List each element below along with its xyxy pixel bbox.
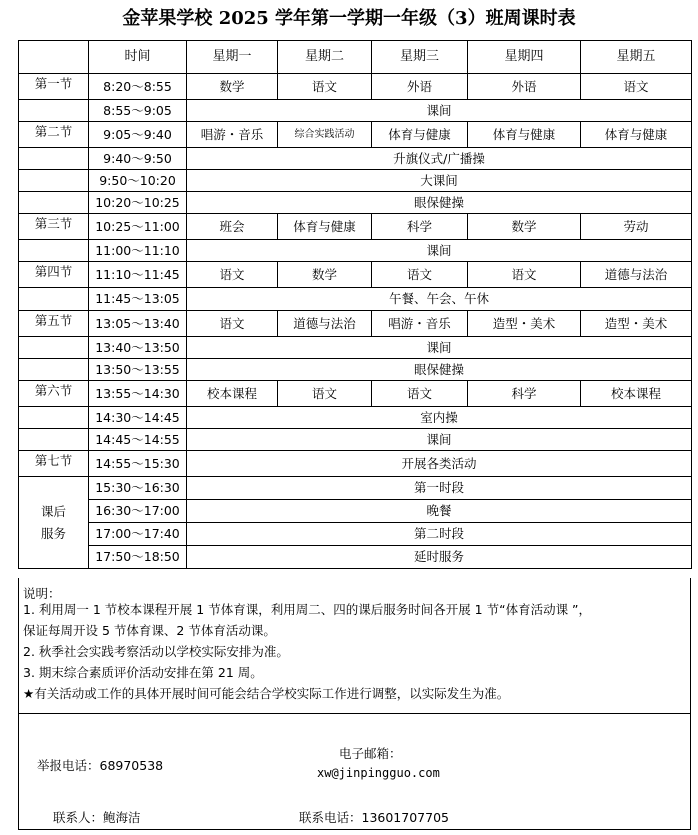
table-row <box>19 240 692 262</box>
period-label: 第七节 <box>19 451 89 477</box>
subject-cell: 道德与法治 <box>278 311 372 337</box>
period-blank <box>19 100 89 122</box>
table-row <box>19 337 692 359</box>
time-cell: 14:30～14:45 <box>89 407 187 429</box>
header-time: 时间 <box>89 41 187 74</box>
subject-cell: 语文 <box>372 262 468 288</box>
period-label: 第二节 <box>19 122 89 148</box>
table-row <box>19 451 692 477</box>
period-blank <box>19 240 89 262</box>
time-cell: 13:55～14:30 <box>89 381 187 407</box>
period-label: 第一节 <box>19 74 89 100</box>
table-row <box>19 170 692 192</box>
table-row <box>19 74 692 100</box>
time-cell: 13:40～13:50 <box>89 337 187 359</box>
subject-cell: 科学 <box>372 214 468 240</box>
subject-cell: 数学 <box>468 214 581 240</box>
subject-cell: 数学 <box>278 262 372 288</box>
subject-cell: 综合实践活动 <box>278 122 372 148</box>
table-row <box>19 122 692 148</box>
note-line: 保证每周开设 5 节体育课、2 节体育活动课。 <box>23 623 276 638</box>
subject-cell: 外语 <box>468 74 581 100</box>
email-label: 电子邮箱： <box>339 746 402 761</box>
after-school-label <box>19 477 89 569</box>
subject-cell: 语文 <box>372 381 468 407</box>
notes-section <box>18 578 691 830</box>
period-label: 第三节 <box>19 214 89 240</box>
time-cell: 16:30～17:00 <box>89 500 187 523</box>
contact-person: 联系人：鲍海洁 <box>53 810 141 825</box>
time-cell: 13:50～13:55 <box>89 359 187 381</box>
time-cell: 9:50～10:20 <box>89 170 187 192</box>
time-cell: 10:25～11:00 <box>89 214 187 240</box>
time-cell: 17:50～18:50 <box>89 546 187 569</box>
time-cell: 14:55～15:30 <box>89 451 187 477</box>
period-blank <box>19 359 89 381</box>
table-row <box>19 407 692 429</box>
subject-cell: 班会 <box>187 214 278 240</box>
contact-phone: 联系电话：13601707705 <box>299 810 449 825</box>
activity-cell: 第一时段 <box>187 477 692 500</box>
table-row <box>19 429 692 451</box>
break-cell: 室内操 <box>187 407 692 429</box>
subject-cell: 校本课程 <box>581 381 692 407</box>
period-blank <box>19 429 89 451</box>
activity-cell: 开展各类活动 <box>187 451 692 477</box>
table-row <box>19 500 692 523</box>
table-row <box>19 381 692 407</box>
email-address: xw@jinpingguo.com <box>317 766 440 780</box>
subject-cell: 劳动 <box>581 214 692 240</box>
header-corner <box>19 41 89 74</box>
time-cell: 9:40～9:50 <box>89 148 187 170</box>
table-row <box>19 214 692 240</box>
subject-cell: 体育与健康 <box>581 122 692 148</box>
table-row <box>19 288 692 311</box>
table-row <box>19 359 692 381</box>
break-cell: 眼保健操 <box>187 192 692 214</box>
break-cell: 课间 <box>187 100 692 122</box>
time-cell: 11:45～13:05 <box>89 288 187 311</box>
subject-cell: 数学 <box>187 74 278 100</box>
time-cell: 15:30～16:30 <box>89 477 187 500</box>
break-cell: 课间 <box>187 337 692 359</box>
subject-cell: 造型・美术 <box>468 311 581 337</box>
subject-cell: 道德与法治 <box>581 262 692 288</box>
time-cell: 14:45～14:55 <box>89 429 187 451</box>
after-school-label-line1: 课后 <box>40 503 66 519</box>
header-day: 星期二 <box>278 41 372 74</box>
time-cell: 8:20～8:55 <box>89 74 187 100</box>
subject-cell: 体育与健康 <box>278 214 372 240</box>
subject-cell: 体育与健康 <box>468 122 581 148</box>
period-blank <box>19 170 89 192</box>
break-cell: 午餐、午会、午休 <box>187 288 692 311</box>
activity-cell: 晚餐 <box>187 500 692 523</box>
report-phone: 举报电话：68970538 <box>37 758 164 773</box>
break-cell: 课间 <box>187 429 692 451</box>
table-row <box>19 546 692 569</box>
break-cell: 眼保健操 <box>187 359 692 381</box>
period-blank <box>19 407 89 429</box>
time-cell: 8:55～9:05 <box>89 100 187 122</box>
notes-title: 说明： <box>23 586 61 601</box>
header-day: 星期四 <box>468 41 581 74</box>
subject-cell: 造型・美术 <box>581 311 692 337</box>
period-label: 第四节 <box>19 262 89 288</box>
time-cell: 17:00～17:40 <box>89 523 187 546</box>
note-line: 2. 秋季社会实践考察活动以学校实际安排为准。 <box>23 644 289 659</box>
period-blank <box>19 148 89 170</box>
period-blank <box>19 288 89 311</box>
subject-cell: 语文 <box>581 74 692 100</box>
break-cell: 升旗仪式/广播操 <box>187 148 692 170</box>
table-row <box>19 148 692 170</box>
subject-cell: 体育与健康 <box>372 122 468 148</box>
header-day: 星期三 <box>372 41 468 74</box>
time-cell: 11:00～11:10 <box>89 240 187 262</box>
table-row <box>19 192 692 214</box>
subject-cell: 外语 <box>372 74 468 100</box>
time-cell: 10:20～10:25 <box>89 192 187 214</box>
period-blank <box>19 337 89 359</box>
header-day: 星期一 <box>187 41 278 74</box>
subject-cell: 语文 <box>187 311 278 337</box>
activity-cell: 延时服务 <box>187 546 692 569</box>
time-cell: 9:05～9:40 <box>89 122 187 148</box>
table-row <box>19 477 692 500</box>
table-row <box>19 262 692 288</box>
period-blank <box>19 192 89 214</box>
section-divider <box>19 713 690 714</box>
after-school-label-line2: 服务 <box>40 525 66 541</box>
time-cell: 11:10～11:45 <box>89 262 187 288</box>
table-row <box>19 100 692 122</box>
period-label: 第六节 <box>19 381 89 407</box>
subject-cell: 校本课程 <box>187 381 278 407</box>
page-title: 金苹果学校 2025 学年第一学期一年级（3）班周课时表 <box>122 8 576 29</box>
table-row <box>19 523 692 546</box>
header-row <box>19 41 692 74</box>
schedule-table <box>18 40 692 569</box>
subject-cell: 唱游・音乐 <box>372 311 468 337</box>
subject-cell: 语文 <box>468 262 581 288</box>
note-line: 1. 利用周一 1 节校本课程开展 1 节体育课，利用周二、四的课后服务时间各开展 1 节“体育活动课 ”， <box>23 602 592 617</box>
note-line: ★有关活动或工作的具体开展时间可能会结合学校实际工作进行调整，以实际发生为准。 <box>23 686 510 701</box>
subject-cell: 语文 <box>278 381 372 407</box>
period-label: 第五节 <box>19 311 89 337</box>
table-row <box>19 311 692 337</box>
break-cell: 课间 <box>187 240 692 262</box>
note-line: 3. 期末综合素质评价活动安排在第 21 周。 <box>23 665 263 680</box>
time-cell: 13:05～13:40 <box>89 311 187 337</box>
subject-cell: 科学 <box>468 381 581 407</box>
subject-cell: 唱游・音乐 <box>187 122 278 148</box>
subject-cell: 语文 <box>278 74 372 100</box>
header-day: 星期五 <box>581 41 692 74</box>
subject-cell: 语文 <box>187 262 278 288</box>
break-cell: 大课间 <box>187 170 692 192</box>
activity-cell: 第二时段 <box>187 523 692 546</box>
